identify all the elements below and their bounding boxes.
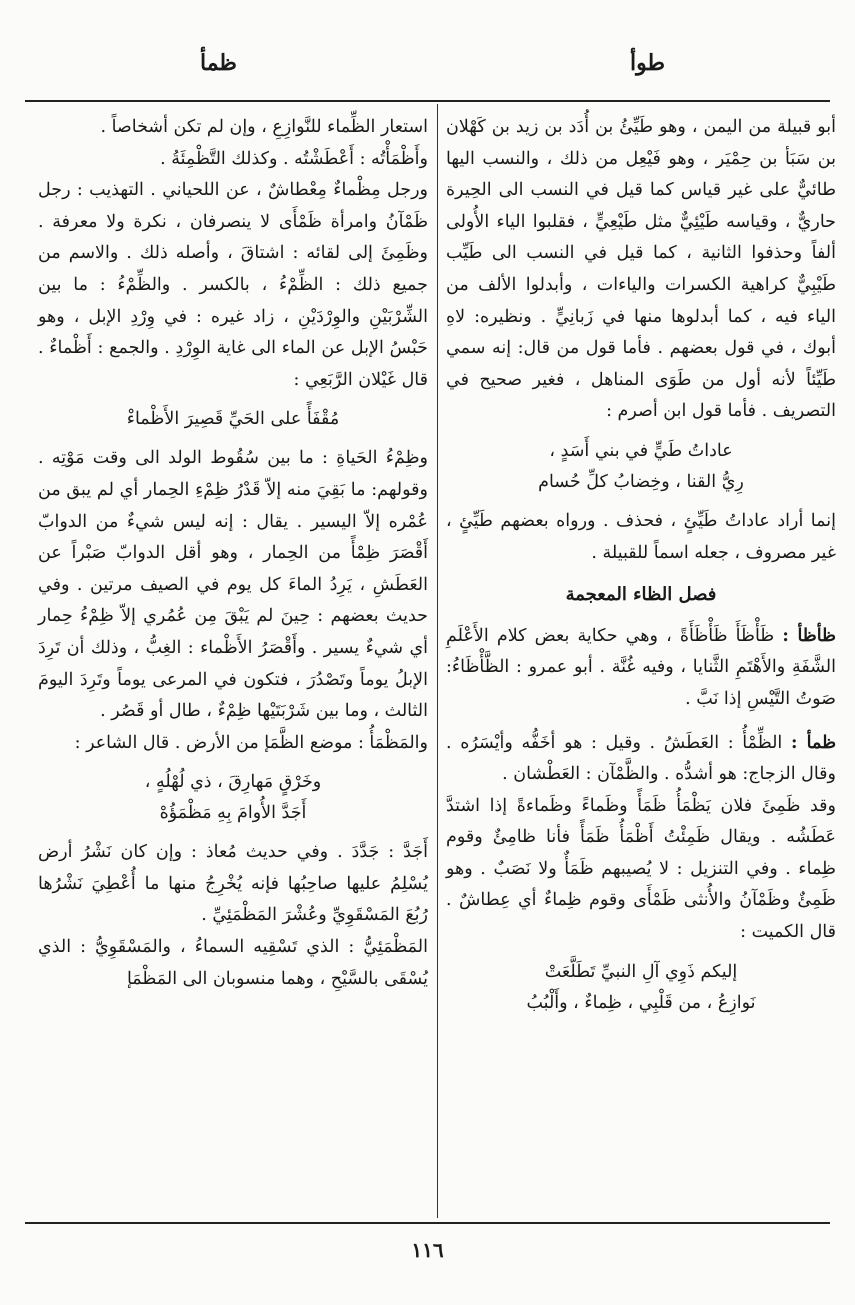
verse-line: مُقْفَأً على الحَيِّ قَصِيرَ الأَظْماءْ [126,409,340,430]
verse-line: إليكم ذَوِي آلِ النبيِّ تَطَلَّعَتْ [544,961,738,982]
paragraph: استعار الظِّماء للنَّوازِعِ ، وإن لم تكن أشخاصاً . [100,117,428,137]
verse-line: نَوازِعُ ، من قَلْبِي ، ظِماءٌ ، وأَلْبُبُ [526,992,756,1013]
entry-headword: ظمأ : [790,732,836,753]
verse [38,767,428,829]
entry-zaza [446,621,836,716]
paragraph: أَجَدَّ : جَدَّدَ . وفي حديث مُعاذ : وإن كان نَشْرُ أرض يُسْلِمُ عليها صاحِبُها فإنه يُخْرِجُ منها ما أُعْطِيَ نَشْرُها رُبُعَ المَسْقَوِيِّ وعُشْرَ المَظْمَئِيِّ . [38,842,428,926]
paragraph: وظِمْءُ الحَياةِ : ما بين سُقُوط الولد الى وقت مَوْتِه . وقولهم: ما بَقِيَ منه إلاّ قَدْرُ ظِمْءِ الحِمار أي لم يبق من عُمْره إلاّ اليسير . يقال : إنه ليس شيءٌ من الدوابّ أَقْصَرَ ظِمْأً من الحِمار ، وهو أقل الدوابّ صَبْراً عن العَطَشِ ، يَرِدُ الماءَ كل يوم في الصيف مرتين . وفي حديث بعضهم : حِينَ لم يَبْقَ مِن عُمُري إلاّ ظِمْءُ حِمار أي شيءٌ يسير . وأَقْصَرُ الأَظْماء : الغِبُّ ، وذلك أن تَرِدَ الإبلُ يوماً وتَصْدُرَ ، فتكون في المرعى يوماً وتَرِدَ اليومَ الثالث ، وما بين شَرْبَتَيْها ظِمْءٌ ، طال أو قَصُر . [38,448,428,722]
page-number: ١١٦ [411,1238,444,1262]
paragraph: وأَظْمَأْتُه : أَعْطَشْتُه . وكذلك التَّظْمِئَةُ . [160,148,428,169]
verse [446,957,836,1019]
entry-zama [446,728,836,791]
verse-line: وخَرْقٍ مَهارِقَ ، ذي لُهْلُهٍ ، [144,772,322,793]
paragraph: وقد ظَمِئَ فلان يَظْمَأُ ظَمَأً وظَماءً وظَماءةً إذا اشتدَّ عَطَشُه . ويقال ظَمِئْتُ أَظْمَأُ ظَمَأً فأنا ظامِئٌ وقوم ظِماء . وفي التنزيل : لا يُصيبهم ظَمَأٌ ولا نَصَبٌ . وهو ظَمِئٌ وظَمْآنُ والأُنثى ظَمْأَى وقوم ظِماءٌ أي عِطاشٌ . قال الكميت : [446,795,836,943]
section-title: فصل الظاء المعجمة [565,584,717,606]
spacer [446,716,836,728]
verse [38,404,428,435]
header-word-right: طوأ [630,50,665,76]
header-word-left: ظمأ [200,50,237,76]
paragraph: إنما أراد عاداتُ طَيِّئٍ ، فحذف . ورواه بعضهم طَيِّئٍ ، غير مصروف ، جعله اسماً للقبيلة . [446,510,836,563]
bottom-rule [25,1222,830,1224]
paragraph: المَظْمَئِيُّ : الذي تَسْقِيه السماءُ ، والمَسْقَوِيُّ : الذي يُسْقَى بالسَّيْحِ ، وهما منسوبان الى المَظْمَإ [38,937,428,989]
verse-line: رِيُّ القنا ، وخِضابُ كلِّ حُسام [538,471,744,492]
verse [446,436,836,498]
top-rule [25,100,830,102]
verse-line: أَجَدَّ الأُوامَ بِهِ مَظْمَؤُهْ [159,803,307,824]
paragraph: والمَظْمَأُ : موضع الظَّمَإ من الأرض . قال الشاعر : [74,732,428,753]
entry-text: الظِّمْأُ : العَطَشُ . وقيل : هو أخَفُّه وأيْسَرُه . وقال الزجاج: هو أشدُّه . والظَّمْآن : العَطْشان . [446,732,836,785]
paragraph: ورجل مِظْماءٌ مِعْطاشٌ ، عن اللحياني . التهذيب : رجل ظَمْآنُ وامرأة ظَمْأَى لا ينصرفان ، نكرة ولا معرفة . وظَمِئَ إلى لقائه : اشتاقَ ، وأصله ذلك . والاسم من جميع ذلك : الظِّمْءُ ، بالكسر . والظِّمْءُ : ما بين الشِّرْبَيْنِ والوِرْدَيْنِ ، زاد غيره : في وِرْدِ الإبل ، وهو حَبْسُ الإبل عن الماء الى غاية الوِرْدِ . والجمع : أَظْماءٌ . قال غَيْلان الرَّبَعِي : [38,180,428,390]
entry-text: ظَأْظَأَ ظَأْظَأَةً ، وهي حكاية بعض كلام الأَعْلَمِ الشَّفَةِ والأَهْتَمِ الثَّنايا ، وفيه غُنَّة . أبو عمرو : الظَّأْظَاءُ: صَوتُ التَّيْسِ إذا نَبَّ . [446,625,836,709]
verse-line: عاداتُ طَيٍّ في بني أَسَدٍ ، [549,440,733,461]
right-column [446,112,836,1027]
left-column [38,112,428,995]
column-divider [437,104,438,1218]
entry-headword: ظأظأ : [782,625,836,646]
paragraph: أبو قبيلة من اليمن ، وهو طَيِّئُ بن أُدَد بن زيد بن كَهْلان بن سَبَأ بن حِمْيَر ، وهو فَيْعِل من ذلك ، والنسب اليها طائيٌّ على غير قياس كما قيل في النسب الى الحِيرة حاريٌّ ، وقياسه طَيْئِيٌّ مثل طَيْعِيٍّ ، فقلبوا الياء الأُولى ألفاً وحذفوا الثانية ، كما قيل في النسب الى طَيِّب طَيْبِيٌّ كراهية الكسرات والياءات ، وأبدلوا الألف من الياء فيه ، كما أبدلوها منها في زَبانِيٍّ . ونظيره: لاهِ أبوك ، في قول بعضهم . فأما قول من قال: إنه سمي طَيِّئاً لأنه أول من طَوَى المناهل ، فغير صحيح في التصريف . فأما قول ابن أصرم : [446,117,836,422]
